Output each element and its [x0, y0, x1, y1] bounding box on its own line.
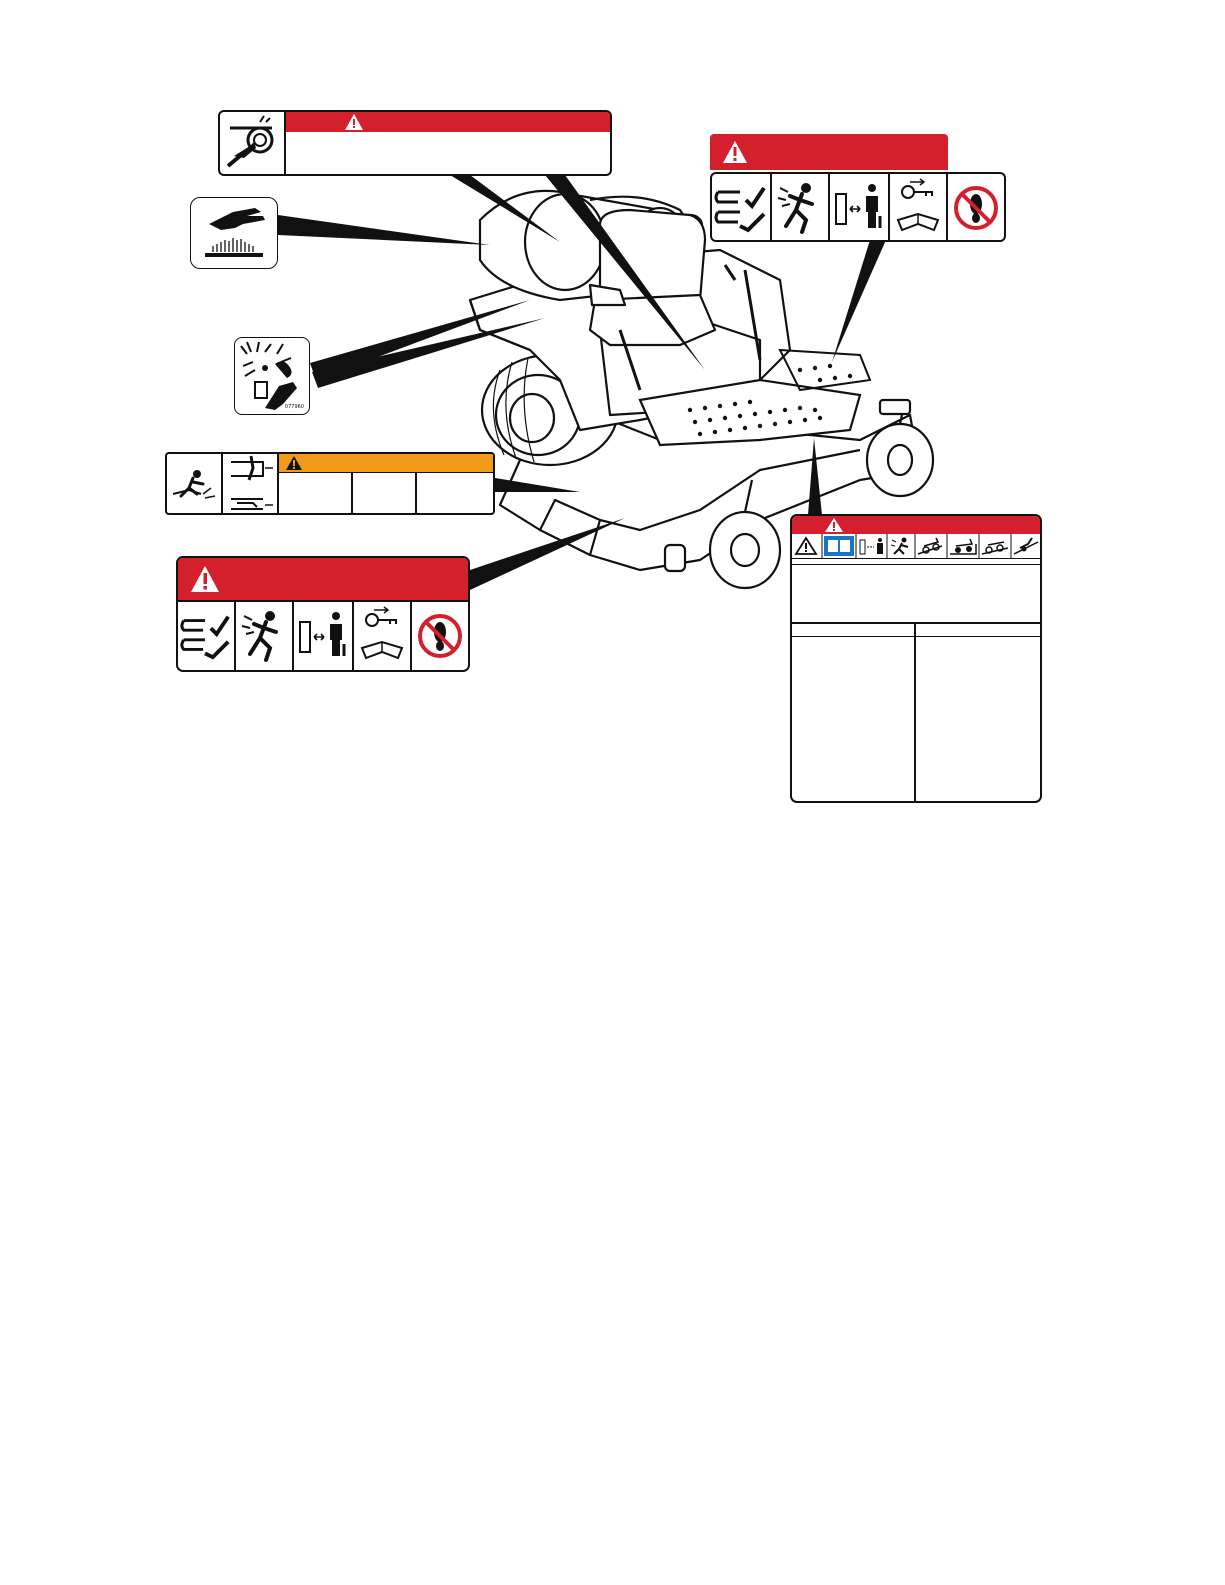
warning-triangle-icon: [285, 455, 303, 471]
guard-in-place-icon: [712, 174, 770, 240]
rollover-ramp-icon: [950, 539, 976, 554]
icon-strip: [178, 602, 468, 670]
icon-row-graphics: [792, 534, 1040, 558]
keep-away-cell: [830, 174, 890, 240]
icon-row: [792, 534, 1040, 559]
keep-bystanders-away-icon: [830, 174, 888, 240]
column-divider: [914, 622, 916, 801]
decal-operator-danger: [790, 514, 1042, 803]
decal-battery: [234, 337, 310, 415]
thrown-objects-icon: [167, 454, 221, 514]
keep-bystanders-away-icon: [294, 602, 352, 668]
battery-explosion-hazard-icon: [235, 338, 309, 414]
no-step-cell: [948, 174, 1006, 240]
no-step-icon: [412, 602, 468, 668]
thrown-objects-icon: [891, 538, 908, 555]
decal-hot-surface: [190, 197, 278, 269]
danger-header-bar: [286, 112, 610, 132]
danger-triangle-icon: [824, 517, 844, 533]
guard-in-place-icon: [178, 602, 234, 668]
rollover-slope-icon: [918, 538, 942, 554]
operator-seat: [590, 210, 715, 345]
no-step-cell: [412, 602, 468, 670]
decal-icon-panel-right: [223, 454, 279, 513]
thrown-objects-cell: [772, 174, 830, 240]
decal-belt-entanglement: [218, 110, 612, 176]
remove-key-read-manual-icon: [354, 602, 410, 668]
danger-header-bar: [178, 558, 468, 602]
decal-icon-panel: [220, 112, 286, 174]
decal-deck-danger: [176, 556, 470, 672]
text-block-divider: [792, 622, 1040, 624]
read-manual-cell: [354, 602, 412, 670]
decal-icon-panel-left: [167, 454, 223, 513]
warning-column-divider-1: [351, 472, 353, 513]
keep-bystanders-away-icon: [860, 538, 883, 554]
icon-strip: [710, 172, 1006, 242]
danger-triangle-icon: [722, 140, 748, 164]
decal-part-number: 077960: [284, 404, 304, 410]
read-manual-cell: [890, 174, 948, 240]
decal-top-right-danger: [710, 134, 1006, 242]
danger-header-bar: [792, 516, 1040, 534]
hot-surface-hand-icon: [191, 198, 277, 268]
callout-top-right: [832, 240, 886, 362]
warning-column-divider-2: [415, 472, 417, 513]
alert-triangle-icon: [796, 538, 816, 554]
text-block-divider-top: [792, 564, 1040, 565]
keep-away-cell: [294, 602, 354, 670]
warning-header-bar: [279, 454, 493, 473]
thrown-objects-cell: [236, 602, 294, 670]
no-step-icon: [948, 174, 1004, 240]
danger-triangle-icon: [190, 565, 220, 593]
guard-in-place-cell: [178, 602, 236, 670]
hand-entanglement-belt-icon: [220, 112, 284, 174]
blade-foot-cut-icon: [223, 489, 277, 515]
danger-header-bar: [710, 134, 948, 170]
blade-hand-cut-icon: [223, 454, 277, 484]
read-manual-icon: [824, 536, 854, 556]
thrown-objects-icon: [772, 174, 828, 240]
remove-key-read-manual-icon: [890, 174, 946, 240]
warning-triangle-icon: [344, 113, 364, 131]
steep-slope-icon: [1014, 538, 1038, 554]
rollover-incline-icon: [982, 542, 1008, 554]
thrown-objects-icon: [236, 602, 292, 668]
decal-deck-warning: [165, 452, 495, 515]
callout-hot: [278, 215, 490, 245]
guard-in-place-cell: [712, 174, 772, 240]
text-block-divider-2: [792, 636, 1040, 637]
